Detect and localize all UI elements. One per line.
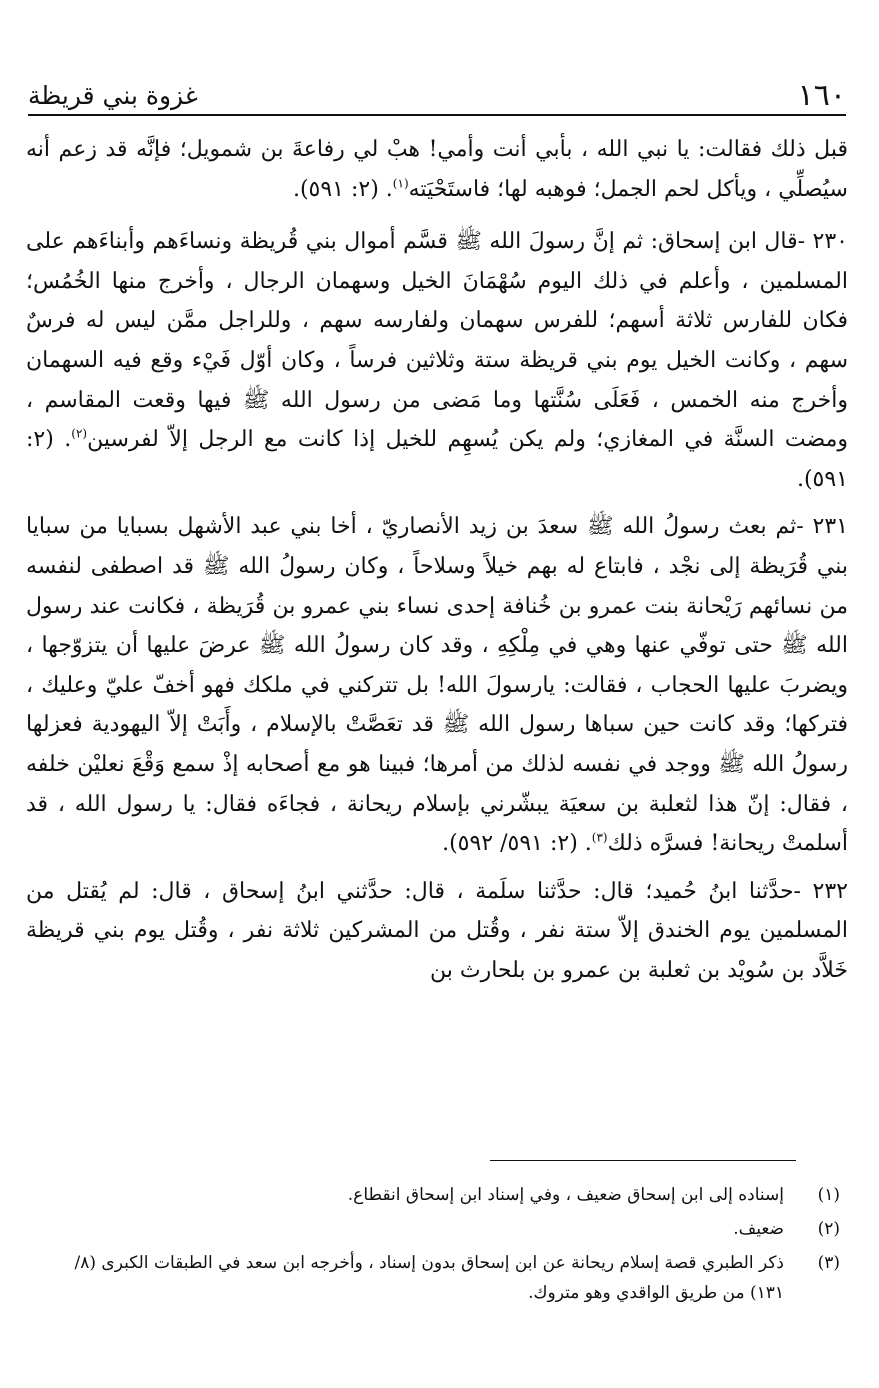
footnote-number: (٢) [817,1219,840,1239]
paragraph-text: حدَّثنا ابنُ حُميد؛ قال: حدَّثنا سلَمة ، قال: حدَّثني ابنُ إسحاق ، قال: لم يُقتل من المسلمين يوم الخندق إلاّ ستة نفر ، وقُتل من المشركين ثلاثة نفر ، وقُتل يوم بني قريظة خَلاَّد بن سُويْد بن ثعلبة بن عمرو بن بلحارث بن [26,878,848,983]
footnote-reference: (١) [392,176,409,191]
paragraph-text: . (٢: ٥٩١). [26,427,848,492]
paragraph [26,222,848,499]
paragraph-number: ٢٣٠ - [797,229,848,255]
paragraph [26,507,848,863]
page-number: ١٦٠ [797,78,846,113]
footnote-separator [490,1160,796,1161]
paragraph-text: . (٢: ٥٩١/ ٥٩٢). [442,831,592,857]
footnote-text: إسناده إلى ابن إسحاق ضعيف ، وفي إسناد ابن إسحاق انقطاع. [347,1185,784,1205]
footnote-reference: (٢) [71,426,88,441]
footnote-number: (١) [817,1185,840,1205]
footnotes [40,1180,840,1312]
main-text [26,130,848,998]
header-rule [28,114,846,116]
page-header [28,70,846,112]
footnote [40,1180,840,1210]
footnote-number: (٣) [817,1253,840,1273]
paragraph-text: ثم بعث رسولُ الله ﷺ سعدَ بن زيد الأنصاريّ ، أخا بني عبد الأشهل بسبايا من سبايا بني قُرَيظة إلى نجْد ، فابتاع له بهم خيلاً وسلاحاً ، وكان رسولُ الله ﷺ قد اصطفى لنفسه من نسائهم رَيْحانة بنت عمرو بن خُنافة إحدى نساء بني عمرو بن قُرَيظة ، فكانت عند رسول الله ﷺ حتى توفّي عنها وهي في مِلْكِهِ ، وقد كان رسولُ الله ﷺ عرضَ عليها أن يتزوّجها ، ويضربَ عليها الحجاب ، فقالت: يارسولَ الله! بل تتركني في ملكك فهو أخفّ عليّ وعليك ، فتركها؛ وقد كانت حين سباها رسول الله ﷺ قد تعَصَّتْ بالإسلام ، وأَبَتْ إلاّ اليهودية فعزلها رسولُ الله ﷺ ووجد في نفسه لذلك من أمرها؛ فبينا هو مع أصحابه إذْ سمع وَقْعَ نعليْن خلفه ، فقال: إنّ هذا لثعلبة بن سعيَة يبشّرني بإسلام ريحانة ، فجاءَه فقال: يا رسول الله ، قد أسلمتْ ريحانة! فسرَّه ذلك [26,514,848,857]
paragraph-number: ٢٣١ - [796,514,848,540]
paragraph-text: قبل ذلك فقالت: يا نبي الله ، بأبي أنت وأمي! هبْ لي رفاعةَ بن شمويل؛ فإنَّه قد زعم أنه سيُصلِّي ، ويأكل لحم الجمل؛ فوهبه لها؛ فاستَحْيَته [26,137,848,202]
footnote-text: ذكر الطبري قصة إسلام ريحانة عن ابن إسحاق بدون إسناد ، وأخرجه ابن سعد في الطبقات الكبرى (٨/ ١٣١) من طريق الواقدي وهو متروك. [74,1253,784,1303]
paragraph-text: قال ابن إسحاق: ثم إنَّ رسولَ الله ﷺ قسَّم أموال بني قُريظة ونساءَهم وأبناءَهم على المسلمين ، وأعلم في ذلك اليوم سُهْمَانَ الخيل وسهمان الرجال ، وأخرج منها الخُمُس؛ فكان للفارس ثلاثة أسهم؛ للفرس سهمان ولفارسه سهم ، وللراجل ممَّن ليس له فرسٌ سهم ، وكانت الخيل يوم بني قريظة ستة وثلاثين فرساً ، وكان أوّل فَيْء وقع فيه السهمان وأخرج منه الخمس ، فَعَلَى سُنَّتها وما مَضى من رسول الله ﷺ فيها وقعت المقاسم ، ومضت السنَّة في المغازي؛ ولم يكن يُسهِم للخيل إذا كانت مع الرجل إلاّ لفرسين [26,229,848,453]
footnote [40,1214,840,1244]
footnote-text: ضعيف. [733,1219,784,1239]
paragraph-number: ٢٣٢ - [793,878,848,904]
paragraph [26,130,848,209]
footnote-reference: (٣) [591,830,608,845]
running-title: غزوة بني قريظة [28,81,198,110]
footnote [40,1248,840,1308]
paragraph [26,872,848,991]
paragraph-text: . (٢: ٥٩١). [292,176,393,202]
